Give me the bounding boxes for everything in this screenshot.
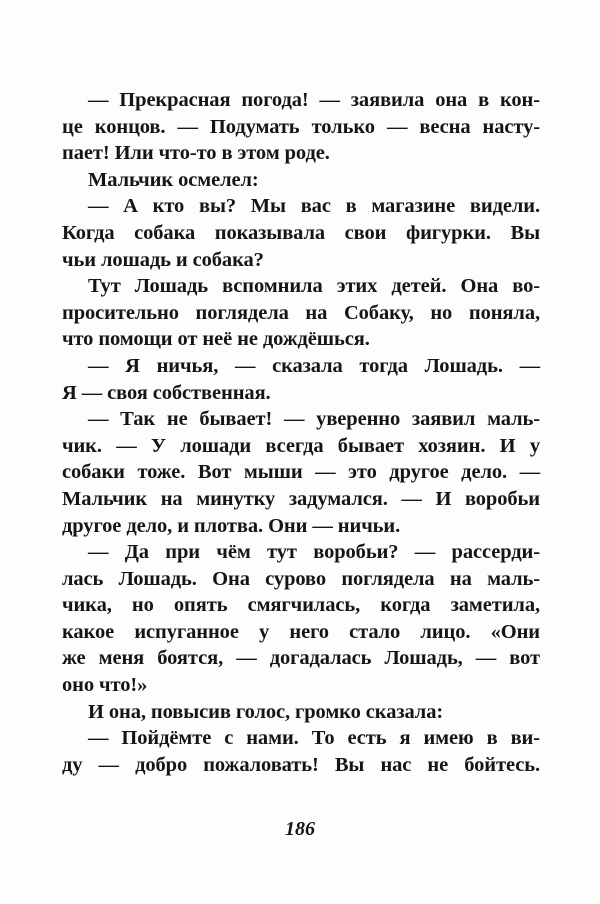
text-line: чика, но опять смягчилась, когда заметила, bbox=[62, 594, 540, 617]
text-line: другое дело, и плотва. Они — ничьи. bbox=[62, 514, 401, 537]
text-line: Тут Лошадь вспомнила этих детей. Она во- bbox=[88, 275, 540, 298]
page-number: 186 bbox=[285, 818, 315, 840]
text-line: И она, повысив голос, громко сказала: bbox=[88, 700, 444, 723]
text-line: же меня боятся, — догадалась Лошадь, — вот bbox=[62, 647, 540, 670]
text-line: Мальчик осмелел: bbox=[88, 168, 259, 191]
body-text bbox=[62, 87, 540, 778]
text-line: пает! Или что-то в этом роде. bbox=[62, 142, 330, 165]
text-line: — Пойдёмте с нами. То есть я имею в ви- bbox=[88, 727, 540, 750]
text-line: це концов. — Подумать только — весна насту- bbox=[62, 115, 540, 138]
text-line: — Прекрасная погода! — заявила она в кон- bbox=[88, 89, 540, 111]
text-line: оно что!» bbox=[62, 674, 148, 697]
text-line: — Я ничья, — сказала тогда Лошадь. — bbox=[88, 354, 540, 377]
text-line: — А кто вы? Мы вас в магазине видели. bbox=[88, 195, 540, 218]
text-line: что помощи от неё не дождёшься. bbox=[62, 328, 370, 351]
text-line: собаки тоже. Вот мыши — это другое дело. — bbox=[62, 461, 540, 484]
text-line: — Так не бывает! — уверенно заявил маль- bbox=[88, 408, 540, 431]
text-line: чик. — У лошади всегда бывает хозяин. И у bbox=[62, 434, 540, 457]
text-line: чьи лошадь и собака? bbox=[62, 248, 264, 271]
text-line: ду — добро пожаловать! Вы нас не бойтесь. bbox=[62, 753, 540, 776]
text-line: Когда собака показывала свои фигурки. Вы bbox=[62, 221, 540, 244]
text-line: — Да при чём тут воробьи? — рассерди- bbox=[88, 541, 540, 564]
text-line: Мальчик на минутку задумался. — И воробьи bbox=[62, 487, 540, 510]
text-line: какое испуганное у него стало лицо. «Они bbox=[62, 620, 540, 643]
text-line: просительно поглядела на Собаку, но поняла, bbox=[62, 301, 540, 324]
text-line: лась Лошадь. Она сурово поглядела на маль- bbox=[62, 567, 540, 590]
text-line: Я — своя собственная. bbox=[62, 381, 271, 404]
